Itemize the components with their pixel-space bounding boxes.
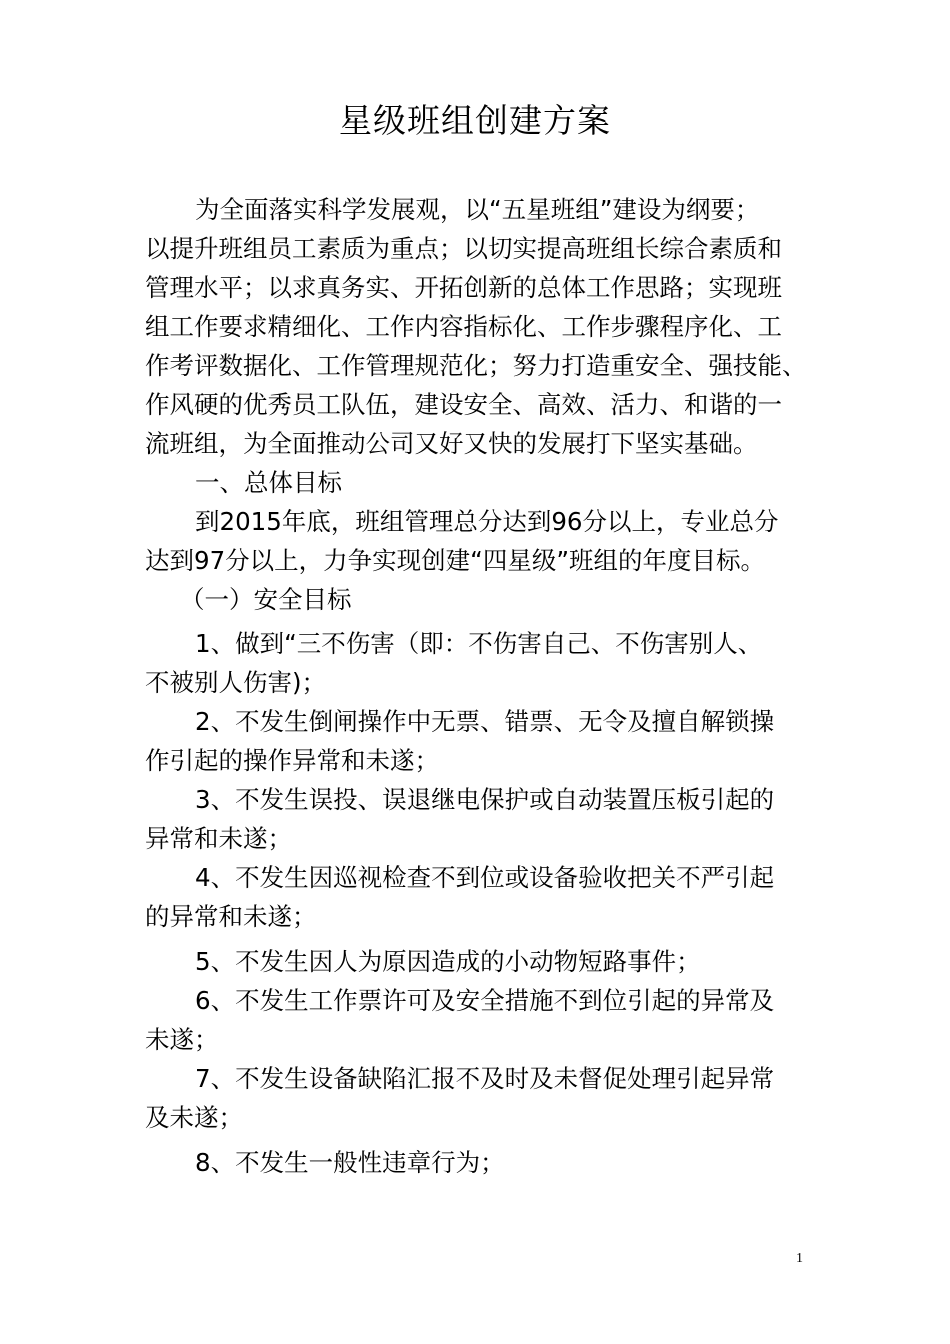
text-line: 未遂； [145,1025,219,1054]
list-item: 8、不发生一般性违章行为； [195,1148,505,1177]
list-item: 4、不发生因巡视检查不到位或设备验收把关不严引起 [195,863,775,892]
list-item: 2、不发生倒闸操作中无票、错票、无令及擅自解锁操 [195,707,775,736]
page-number: 1 [796,1251,803,1266]
text-line: 不被别人伤害)； [145,668,327,697]
text-line: 组工作要求精细化、工作内容指标化、工作步骤程序化、工 [145,312,782,341]
list-item: 5、不发生因人为原因造成的小动物短路事件； [195,947,701,976]
text-line: 及未遂； [145,1103,243,1132]
text-line: 为全面落实科学发展观，以“五星班组”建设为纲要； [195,195,760,224]
list-item: 3、不发生误投、误退继电保护或自动装置压板引起的 [195,785,775,814]
text-line: 管理水平；以求真务实、开拓创新的总体工作思路；实现班 [145,273,782,302]
text-line: 流班组，为全面推动公司又好又快的发展打下坚实基础。 [145,429,758,458]
text-line: 作风硬的优秀员工队伍，建设安全、高效、活力、和谐的一 [145,390,782,419]
text-line: 作考评数据化、工作管理规范化；努力打造重安全、强技能、 [145,351,807,380]
list-item: 1、做到“三不伤害（即：不伤害自己、不伤害别人、 [195,629,763,658]
section-heading: 一、总体目标 [195,468,342,497]
text-line: 异常和未遂； [145,824,292,853]
text-line: 到2015年底，班组管理总分达到96分以上，专业总分 [195,507,779,536]
text-line: 达到97分以上，力争实现创建“四星级”班组的年度目标。 [145,546,766,575]
text-line: 作引起的操作异常和未遂； [145,746,439,775]
subsection-heading: （一）安全目标 [180,585,352,614]
list-item: 6、不发生工作票许可及安全措施不到位引起的异常及 [195,986,775,1015]
list-item: 7、不发生设备缺陷汇报不及时及未督促处理引起异常 [195,1064,775,1093]
document-title: 星级班组创建方案 [339,101,611,140]
text-line: 的异常和未遂； [145,902,317,931]
text-line: 以提升班组员工素质为重点；以切实提高班组长综合素质和 [145,234,782,263]
